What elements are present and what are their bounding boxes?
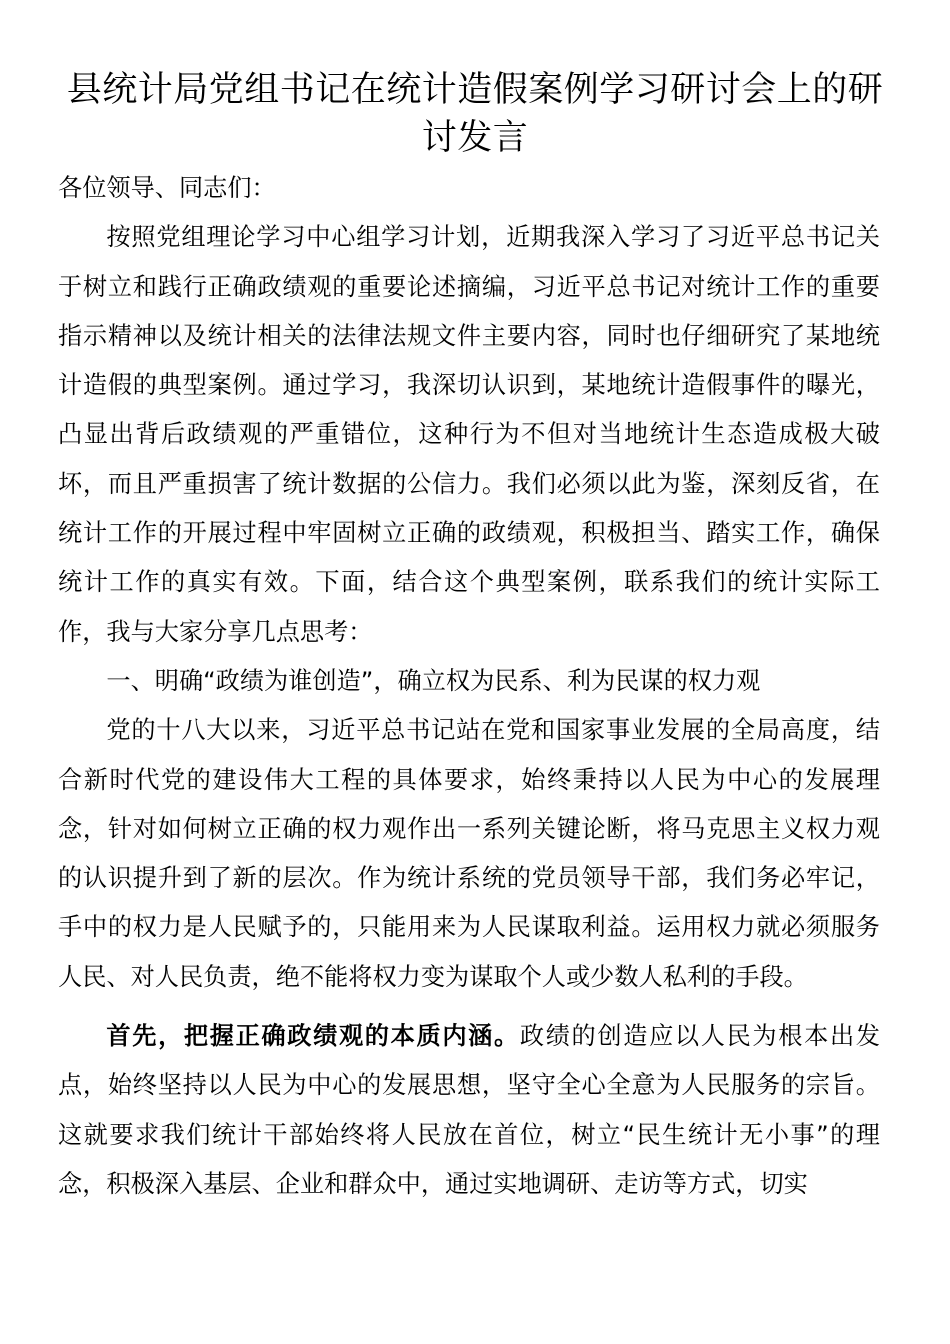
- document-title: 县统计局党组书记在统计造假案例学习研讨会上的研讨发言: [66, 70, 884, 158]
- point-1-paragraph: [58, 1012, 880, 1209]
- section-1-paragraph: 党的十八大以来，习近平总书记站在党和国家事业发展的全局高度，结合新时代党的建设伟大工程的具体要求，始终秉持以人民为中心的发展理念，针对如何树立正确的权力观作出一系列关键论断，将马克思主义权力观的认识提升到了新的层次。作为统计系统的党员领导干部，我们务必牢记，手中的权力是人民赋予的，只能用来为人民谋取利益。运用权力就必须服务人民、对人民负责，绝不能将权力变为谋取个人或少数人私利的手段。: [58, 716, 880, 991]
- document-body: [58, 164, 880, 1209]
- point-1-lead: 首先，把握正确政绩观的本质内涵。: [106, 1022, 520, 1051]
- intro-paragraph: 按照党组理论学习中心组学习计划，近期我深入学习了习近平总书记关于树立和践行正确政绩观的重要论述摘编，习近平总书记对统计工作的重要指示精神以及统计相关的法律法规文件主要内容，同时也仔细研究了某地统计造假的典型案例。通过学习，我深切认识到，某地统计造假事件的曝光，凸显出背后政绩观的严重错位，这种行为不但对当地统计生态造成极大破坏，而且严重损害了统计数据的公信力。我们必须以此为鉴，深刻反省，在统计工作的开展过程中牢固树立正确的政绩观，积极担当、踏实工作，确保统计工作的真实有效。下面，结合这个典型案例，联系我们的统计实际工作，我与大家分享几点思考：: [58, 223, 880, 646]
- section-heading-1: 一、明确“政绩为谁创造”，确立权为民系、利为民谋的权力观: [106, 666, 761, 695]
- point-1-text: 政绩的创造应以人民为根本出发点，始终坚持以人民为中心的发展思想，坚守全心全意为人民服务的宗旨。这就要求我们统计干部始终将人民放在首位，树立“民生统计无小事”的理念，积极深入基层、企业和群众中，通过实地调研、走访等方式，切实: [58, 1022, 880, 1198]
- salutation: 各位领导、同志们：: [58, 174, 276, 202]
